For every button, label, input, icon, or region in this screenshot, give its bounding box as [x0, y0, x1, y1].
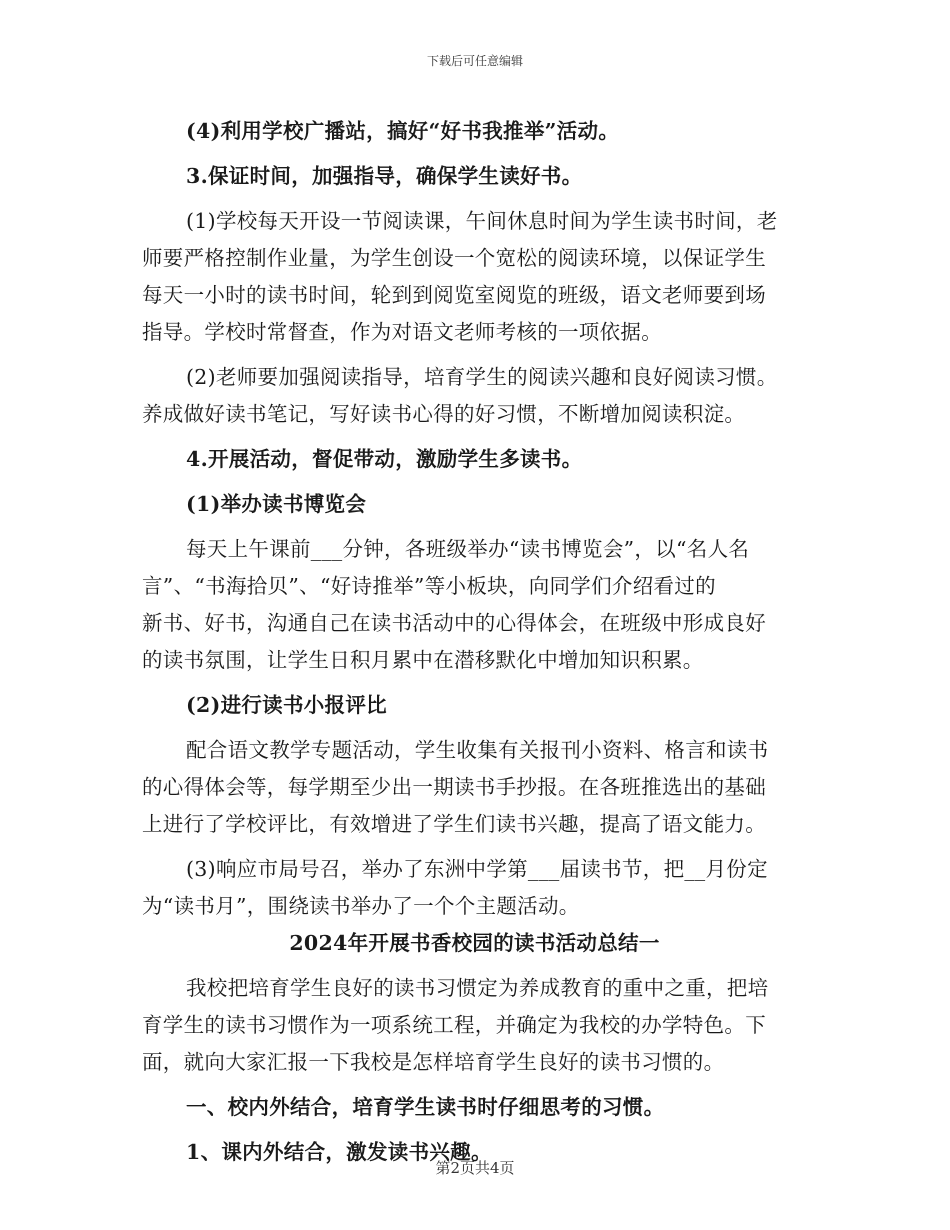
paragraph-line: 面，就向大家汇报一下我校是怎样培育学生良好的读书习惯的。 — [142, 1050, 725, 1074]
section-heading: 4.开展活动，督促带动，激励学生多读书。 — [186, 447, 583, 471]
paragraph-line: 每天上午课前___分钟，各班级举办“读书博览会”，以“名人名 — [186, 537, 750, 561]
paragraph-line: 每天一小时的读书时间，轮到到阅览室阅览的班级，语文老师要到场 — [142, 283, 766, 307]
paragraph-line: (4)利用学校广播站，搞好“好书我推举”活动。 — [186, 119, 620, 143]
paragraph-line: 上进行了学校评比，有效增进了学生们读书兴趣，提高了语文能力。 — [142, 812, 766, 836]
paragraph-line: 的读书氛围，让学生日积月累中在潜移默化中增加知识积累。 — [142, 648, 704, 672]
subsection-heading: (1)举办读书博览会 — [186, 492, 367, 516]
paragraph-line: 的心得体会等，每学期至少出一期读书手抄报。在各班推选出的基础 — [142, 775, 766, 799]
document-body — [142, 113, 807, 1171]
paragraph-line: 配合语文教学专题活动，学生收集有关报刊小资料、格言和读书 — [186, 738, 769, 762]
paragraph-line: 言”、“书海拾贝”、“好诗推举”等小板块，向同学们介绍看过的 — [142, 574, 716, 598]
subsection-heading: 1、课内外结合，激发读书兴趣。 — [186, 1140, 492, 1164]
section-heading: 一、校内外结合，培育学生读书时仔细思考的习惯。 — [186, 1095, 665, 1119]
page-header: 下载后可任意编辑 — [426, 54, 523, 68]
paragraph-line: 师要严格控制作业量，为学生创设一个宽松的阅读环境，以保证学生 — [142, 246, 766, 270]
paragraph-line: (1)学校每天开设一节阅读课，午间休息时间为学生读书时间，老 — [186, 209, 778, 233]
section-heading: 3.保证时间，加强指导，确保学生读好书。 — [186, 164, 583, 188]
paragraph-line: 新书、好书，沟通自己在读书活动中的心得体会，在班级中形成良好 — [142, 611, 766, 635]
paragraph-line: 为“读书月”，围绕读书举办了一个个主题活动。 — [142, 894, 580, 918]
paragraph-line: 养成做好读书笔记，写好读书心得的好习惯，不断增加阅读积淀。 — [142, 402, 746, 426]
paragraph-line: 育学生的读书习惯作为一项系统工程，并确定为我校的办学特色。下 — [142, 1013, 766, 1037]
paragraph-line: 指导。学校时常督查，作为对语文老师考核的一项依据。 — [142, 320, 662, 344]
paragraph-line: 我校把培育学生良好的读书习惯定为养成教育的重中之重，把培 — [186, 976, 769, 1000]
page-footer: 第2页共4页 — [435, 1159, 515, 1177]
subsection-heading: (2)进行读书小报评比 — [186, 693, 387, 717]
document-title: 2024年开展书香校园的读书活动总结一 — [289, 931, 660, 955]
paragraph-line: (3)响应市局号召，举办了东洲中学第___届读书节，把__月份定 — [186, 857, 768, 881]
paragraph-line: (2)老师要加强阅读指导，培育学生的阅读兴趣和良好阅读习惯。 — [186, 365, 778, 389]
